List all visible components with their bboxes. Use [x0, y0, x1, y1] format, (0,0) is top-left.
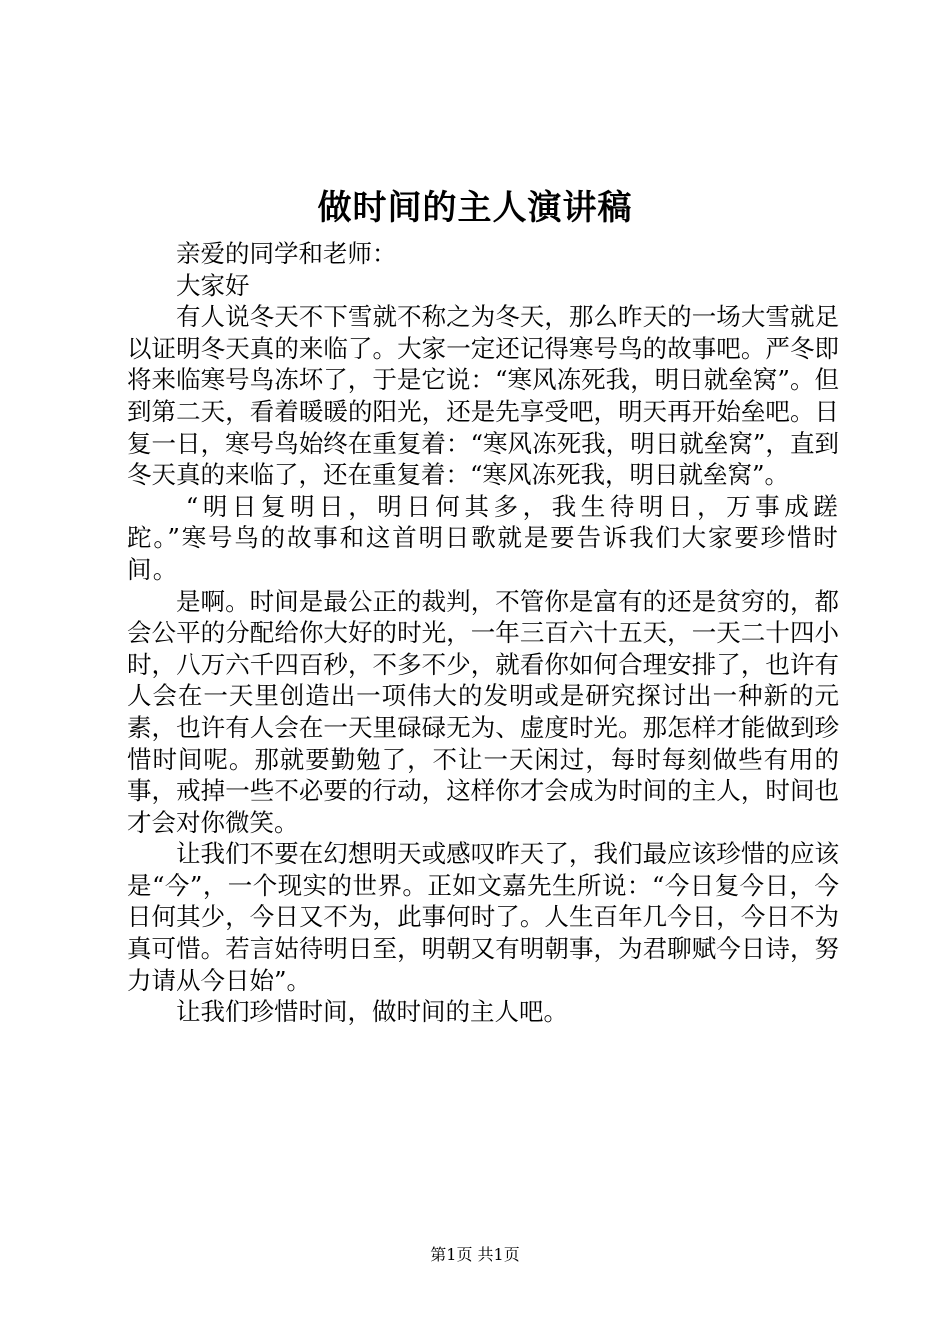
paragraph-1: 有人说冬天不下雪就不称之为冬天，那么昨天的一场大雪就足以证明冬天真的来临了。大家一定还记得寒号鸟的故事吧。严冬即将来临寒号鸟冻坏了，于是它说：“寒风冻死我，明日就垒窝”。但到第二天，看着暖暖的阳光，还是先享受吧，明天再开始垒吧。日复一日，寒号鸟始终在重复着：“寒风冻死我，明日就垒窝”，直到冬天真的来临了，还在重复着：“寒风冻死我，明日就垒窝”。: [127, 302, 839, 490]
document-body: [127, 238, 839, 1028]
document-title: 做时间的主人演讲稿: [317, 188, 633, 228]
paragraph-3: 是啊。时间是最公正的裁判，不管你是富有的还是贫穷的，都会公平的分配给你大好的时光，一年三百六十五天，一天二十四小时，八万六千四百秒，不多不少，就看你如何合理安排了，也许有人会在一天里创造出一项伟大的发明或是研究探讨出一种新的元素，也许有人会在一天里碌碌无为、虚度时光。那怎样才能做到珍惜时间呢。那就要勤勉了，不让一天闲过，每时每刻做些有用的事，戒掉一些不必要的行动，这样你才会成为时间的主人，时间也才会对你微笑。: [127, 586, 839, 837]
page-footer: 第1页 共1页: [430, 1245, 520, 1264]
salutation: 亲爱的同学和老师：: [176, 239, 397, 268]
greeting: 大家好: [176, 270, 250, 300]
paragraph-4: 让我们不要在幻想明天或感叹昨天了，我们最应该珍惜的应该是“今”，一个现实的世界。正如文嘉先生所说：“今日复今日，今日何其少，今日又不为，此事何时了。人生百年几今日，今日不为真可惜。若言姑待明日至，明朝又有明朝事，为君聊赋今日诗，努力请从今日始”。: [127, 839, 839, 995]
closing-paragraph: 让我们珍惜时间，做时间的主人吧。: [176, 997, 568, 1027]
paragraph-2: “明日复明日，明日何其多，我生待明日，万事成蹉跎。”寒号鸟的故事和这首明日歌就是要告诉我们大家要珍惜时间。: [127, 491, 839, 584]
